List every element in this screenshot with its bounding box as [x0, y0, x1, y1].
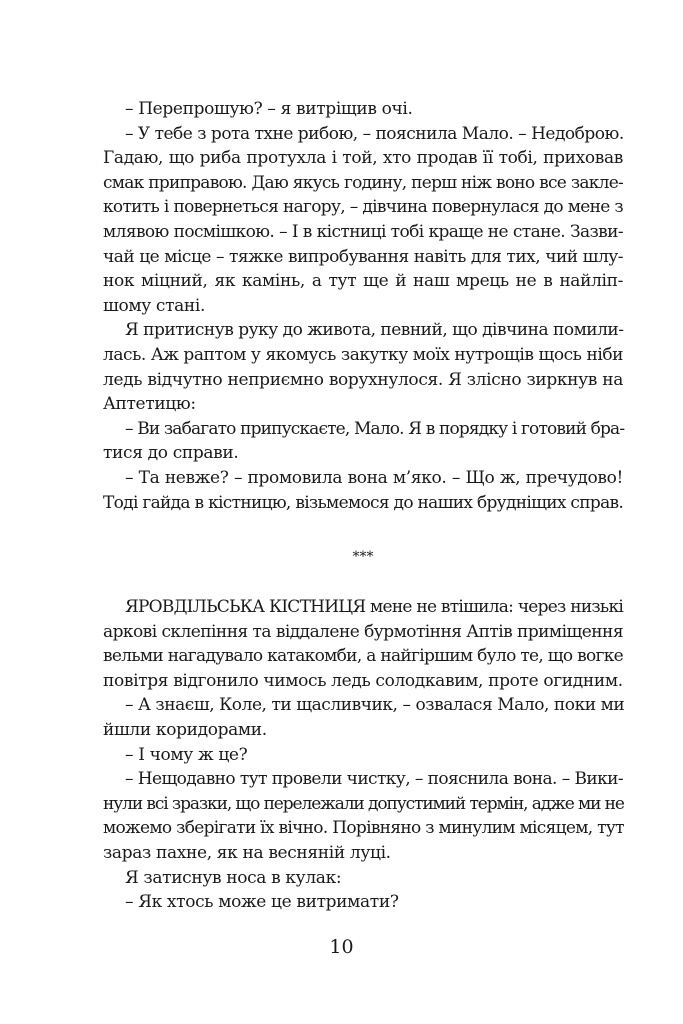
spacer	[103, 569, 623, 595]
page-body	[103, 97, 623, 915]
text-line: лась. Аж раптом у якомусь закутку моїх нутрощів щось ніби	[103, 344, 623, 365]
text-line: котить і повернеться нагору, – дівчина повернулася до мене з	[103, 197, 623, 218]
text-line: шому стані.	[103, 295, 206, 316]
text-line: ЯРОВДІЛЬСЬКА КІСТНИЦЯ мене не втішила: через низькі	[125, 597, 623, 618]
text-line: повітря відгонило чимось ледь солодкавим, проте огидним.	[103, 670, 623, 691]
text-line: – Ви забагато припускаєте, Мало. Я в порядку і готовий бра-	[125, 418, 625, 439]
text-line: Я затиснув носа в кулак:	[125, 867, 342, 888]
page-number: 10	[329, 936, 354, 958]
text-line: – У тебе з рота тхне рибою, – пояснила Мало. – Недоброю.	[125, 123, 624, 144]
text-line: ледь відчутно неприємно ворухнулося. Я злісно зиркнув на	[103, 369, 623, 390]
text-line: вельми нагадувало катакомби, а найгіршим було те, що вогке	[103, 646, 624, 667]
text-line: Аптетицю:	[103, 394, 196, 415]
text-line: – Перепрошую? – я витріщив очі.	[125, 99, 413, 119]
spacer	[103, 515, 623, 545]
text-line: млявою посмішкою. – І в кістниці тобі краще не стане. Зазви-	[103, 221, 623, 242]
text-line: Гадаю, що риба протухла і той, хто продав її тобі, приховав	[103, 148, 623, 169]
text-line: можемо зберігати їх вічно. Порівняно з минулим місяцем, тут	[103, 818, 624, 839]
text-line: – Та невже? – промовила вона м’яко. – Що ж, пречудово!	[125, 467, 623, 488]
text-line: чай це місце – тяжке випробування навіть для тих, чий шлу-	[103, 246, 623, 267]
text-line: смак приправою. Даю якусь годину, перш ніж воно все закле-	[103, 172, 623, 193]
text-line: нок міцний, як камінь, а тут ще й наш мрець не в найліп-	[103, 271, 623, 292]
text-line: – А знаєш, Коле, ти щасливчик, – озвалася Мало, поки ми	[125, 695, 625, 716]
text-line: Тоді гайда в кістницю, візьмемося до наших брудніщих справ.	[103, 492, 624, 513]
section-separator: ***	[352, 549, 374, 566]
text-line: аркові склепіння та віддалене бурмотіння Аптів приміщення	[103, 621, 623, 642]
text-line: – Як хтось може це витримати?	[125, 892, 399, 913]
text-line: зараз пахне, як на весняній луці.	[103, 843, 391, 864]
text-line: тися до справи.	[103, 443, 239, 464]
text-line: нули всі зразки, що перележали допустимий термін, адже ми не	[103, 793, 624, 814]
text-line: Я притиснув руку до живота, певний, що дівчина помили-	[125, 320, 624, 341]
text-line: – Нещодавно тут провели чистку, – пояснила вона. – Вики-	[125, 769, 623, 790]
text-line: йшли коридорами.	[103, 720, 267, 741]
text-line: – І чому ж це?	[125, 744, 248, 765]
